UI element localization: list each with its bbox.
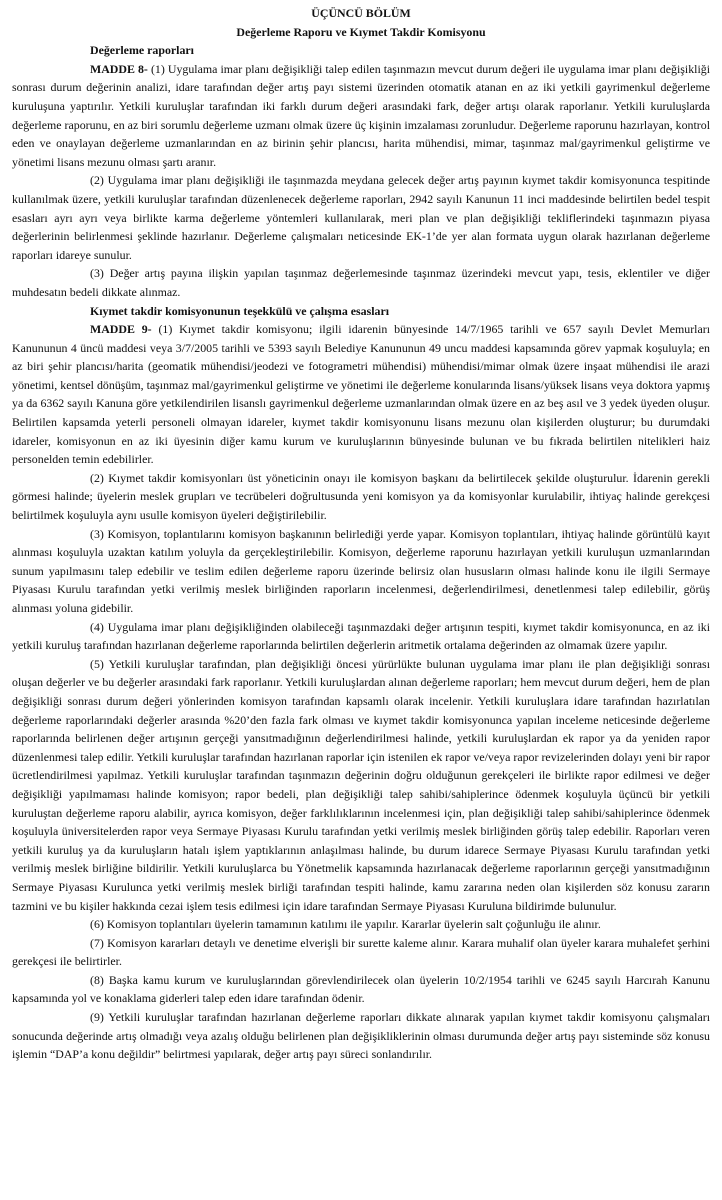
article-8-paragraph-1-text: (1) Uygulama imar planı değişikliği talep edilen taşınmazın mevcut durum değeri ile uygulama imar planı değişikliği sonrası durum değerinin analizi, idare tarafından değer artış payı sistemi üzerinden otomatik atanan en az iki yetkili gayrimenkul değerleme kuruluşuna yaptırılır. Yetkili kuruluşlar tarafından iki farklı durum değeri arasındaki fark, değer artışı olarak raporlanır. Yetkili kuruluşlarda değerleme raporunu, en az biri sorumlu değerleme uzmanı olmak üzere üç kişinin imzalaması zorunludur. Değerleme raporunu hazırlayan, kontrol eden ve onaylayan değerleme uzmanlarından en az birinin şehir plancısı, harita mühendisi, mimar, taşınmaz mal/gayrimenkul geliştirme ve yönetimi lisans mezunu olması şartı aranır. — [12, 61, 710, 169]
article-9-paragraph-3: (3) Komisyon, toplantılarını komisyon başkanının belirlediği yerde yapar. Komisyon toplantıları, ihtiyaç halinde görüntülü kayıt alınması koşuluyla uzaktan katılım yoluyla da gerçekleştirilebilir. Komisyon, değerleme raporunu hazırlayan yetkili kuruluşun uzmanlarından sunum yapılmasını talep edebilir ve teslim edilen değerleme raporu üzerinde belirsiz olan hususların olması halinde konu ile ilgili Sermaye Piyasası Kurulu tarafından yetki verilmiş meslek birliğinden raporların incelenmesi, değerlendirilmesi, denetlenmesi talep edilebilir, görüş alınması yoluna gidebilir. — [12, 526, 710, 615]
article-9-paragraph-1 — [12, 320, 710, 469]
section-part: ÜÇÜNCÜ BÖLÜM — [311, 6, 411, 20]
article-9-paragraph-4: (4) Uygulama imar planı değişikliğinden olabileceği taşınmazdaki değer artışının tespiti, kıymet takdir komisyonunca, en az iki yetkili kuruluş tarafından hazırlanan değerleme raporlarında belirtilen değerlerin aritmetik ortalama değerinden az olmamak üzere yapılır. — [12, 619, 710, 653]
article-9-paragraph-9: (9) Yetkili kuruluşlar tarafından hazırlanan değerleme raporları dikkate alınarak yapılan kıymet takdir komisyonu çalışmaları sonucunda değerinde artış olmadığı veya azalış olduğu belirlenen plan değişikliklerinin olması durumunda değer artış payı sisteminde söz konusu işlemin “DAP’a konu değildir” belirtmesi yapılarak, değer artış payı süreci sonlandırılır. — [12, 1010, 710, 1062]
article-9-paragraph-6: (6) Komisyon toplantıları üyelerin tamamının katılımı ile yapılır. Kararlar üyelerin salt çoğunluğu ile alınır. — [90, 917, 601, 932]
article-9-label: MADDE 9- — [90, 322, 152, 337]
section-title: Değerleme Raporu ve Kıymet Takdir Komisyonu — [236, 24, 486, 39]
article-8-label: MADDE 8- — [90, 61, 148, 76]
article-9-paragraph-8: (8) Başka kamu kurum ve kuruluşlarından görevlendirilecek olan üyelerin 10/2/1954 tarihli ve 6245 sayılı Harcırah Kanunu kapsamında yol ve konaklama giderleri talep eden idare tarafından ödenir. — [12, 972, 710, 1006]
article-9-paragraph-7: (7) Komisyon kararları detaylı ve denetime elverişli bir surette kaleme alınır. Karara muhalif olan üyeler karara muhalefet şerhini gerekçesi ile belirtirler. — [12, 935, 710, 969]
article-8-heading: Değerleme raporları — [90, 43, 194, 58]
article-9-heading: Kıymet takdir komisyonunun teşekkülü ve çalışma esasları — [90, 303, 390, 318]
article-8-paragraph-1 — [12, 60, 710, 172]
article-9-paragraph-1-text: (1) Kıymet takdir komisyonu; ilgili idarenin bünyesinde 14/7/1965 tarihli ve 657 sayılı Devlet Memurları Kanununun 4 üncü maddesi veya 3/7/2005 tarihli ve 5393 sayılı Belediye Kanununun 49 uncu maddesi kapsamında görev yapmak koşuluyla; en az biri şehir plancısı/harita (geomatik mühendisi/jeodezi ve fotogrametri mühendisi) mühendisi/mimar olmak üzere inşaat mühendisi ile arazi yönetimi, kentsel dönüşüm, taşınmaz mal/gayrimenkul geliştirme ve yönetimi ile değerleme konularında lisans/yüksek lisans veya doktora yapmış ya da 6362 sayılı Kanuna göre yetkilendirilen lisanslı gayrimenkul değerleme uzmanlarından olmak üzere en az beş asıl ve 3 yedek üyeden oluşur. Belirtilen kapsamda yeterli personeli olmayan idareler, kıymet takdir komisyonunu lisans mezunu olan kişilerden oluşturur; bu durumdaki idareler, komisyonun en az iki üyesinin diğer kamu kurum ve kuruluşlarının bünyesinde bulunan ve bu fıkrada belirtilen nitelikleri haiz personelden temin edebilirler. — [12, 322, 710, 467]
article-8-paragraph-2: (2) Uygulama imar planı değişikliği ile taşınmazda meydana gelecek değer artış payının kıymet takdir komisyonunca tespitinde kullanılmak üzere, yetkili kuruluşlar tarafından düzenlenecek değerleme raporları, 2942 sayılı Kanunun 11 inci maddesinde belirtilen bedel tespit esasları ayrı ayrı veya birlikte karma değerleme yöntemleri kullanılarak, meri plan ve plan değişikliği tekliflerindeki taşınmazın piyasa değerlerinin belirlenmesi şeklinde hazırlanır. Değerleme çalışmaları neticesinde EK-1’de yer alan formata uygun olarak hazırlanan değerleme raporları idareye sunulur. — [12, 173, 710, 262]
article-9-paragraph-5: (5) Yetkili kuruluşlar tarafından, plan değişikliği öncesi yürürlükte bulunan uygulama imar planı ile plan değişikliği sonrası oluşan değerler ve bu değerler arasındaki fark raporlanır. Yetkili kuruluşlardan alınan değerleme raporları; hem mevcut durum değeri, hem de plan değişikliği sonrası durum değeri yönlerinden komisyon tarafından kapsamlı olarak incelenir. Yetkili kuruluşlara idare tarafından hazırlatılan değerleme raporlarındaki değerler arasında %20’den fazla fark olması ve kıymet takdir komisyonunca yapılan inceleme neticesinde değerleme raporlarında belirlenen değer artışının gerçeği yansıtmadığının değerlendirilmesi halinde, yetkili kuruluşlardan ek rapor ya da yeniden rapor düzenlenmesi talep edilir. Yetkili kuruluşlar tarafından hazırlanan raporlar için istenilen ek rapor ve/veya rapor revizelerinden dolayı yeni bir rapor ücretlendirilmesi yapılmaz. Yetkili kuruluşlar tarafından taşınmazın değerinin doğru olduğunun gerekçeleri ile birlikte rapor edilmesi ve değer değişikliği yapılmaması halinde komisyon; rapor bedeli, plan değişikliği talep sahibi/sahiplerince ödenmek koşuluyla üçüncü bir yetkili kuruluştan değerleme raporu alabilir, ayrıca komisyon, değer farklılıklarının incelenmesi için, plan değişikliği talep sahibi/sahiplerince ödenmek koşuluyla üniversitelerden rapor veya Sermaye Piyasası Kurulu tarafından yetki verilmiş meslek birliğinden görüş talep edebilir. Raporları veren yetkili kuruluş ya da kuruluşların hatalı işlem yaptıklarının anlaşılması halinde, bu durum idarece Sermaye Piyasası Kurulu tarafından yetki verilmiş meslek birliğine bildirilir. Yetkili kuruluşlarca bu Yönetmelik kapsamında hazırlanacak değerleme raporlarının gerçeği yansıtmadığının Sermaye Piyasası Kurulunca yetki verilmiş meslek birliği tarafından tespiti halinde, kamu zararına neden olan kişilerden söz konusu zararın tazmini ve bu kişiler hakkında cezai işlem tesis edilmesi için idare tarafından Sermaye Piyasası Kuruluna bildirimde bulunulur. — [12, 656, 710, 913]
article-9-paragraph-2: (2) Kıymet takdir komisyonları üst yöneticinin onayı ile komisyon başkanı da belirtilecek şekilde oluşturulur. İdarenin gerekli görmesi halinde; üyelerin meslek grupları ve tecrübeleri doğrultusunda yeni komisyon ya da komisyonlar kurulabilir, ihtiyaç halinde gerekçesi belirtilmek koşuluyla aynı usulle komisyon üyeleri değiştirilebilir. — [12, 470, 710, 523]
article-8-paragraph-3: (3) Değer artış payına ilişkin yapılan taşınmaz değerlemesinde taşınmaz üzerindeki mevcut yapı, tesis, eklentiler ve diğer muhdesatın bedeli dikkate alınmaz. — [12, 266, 710, 299]
